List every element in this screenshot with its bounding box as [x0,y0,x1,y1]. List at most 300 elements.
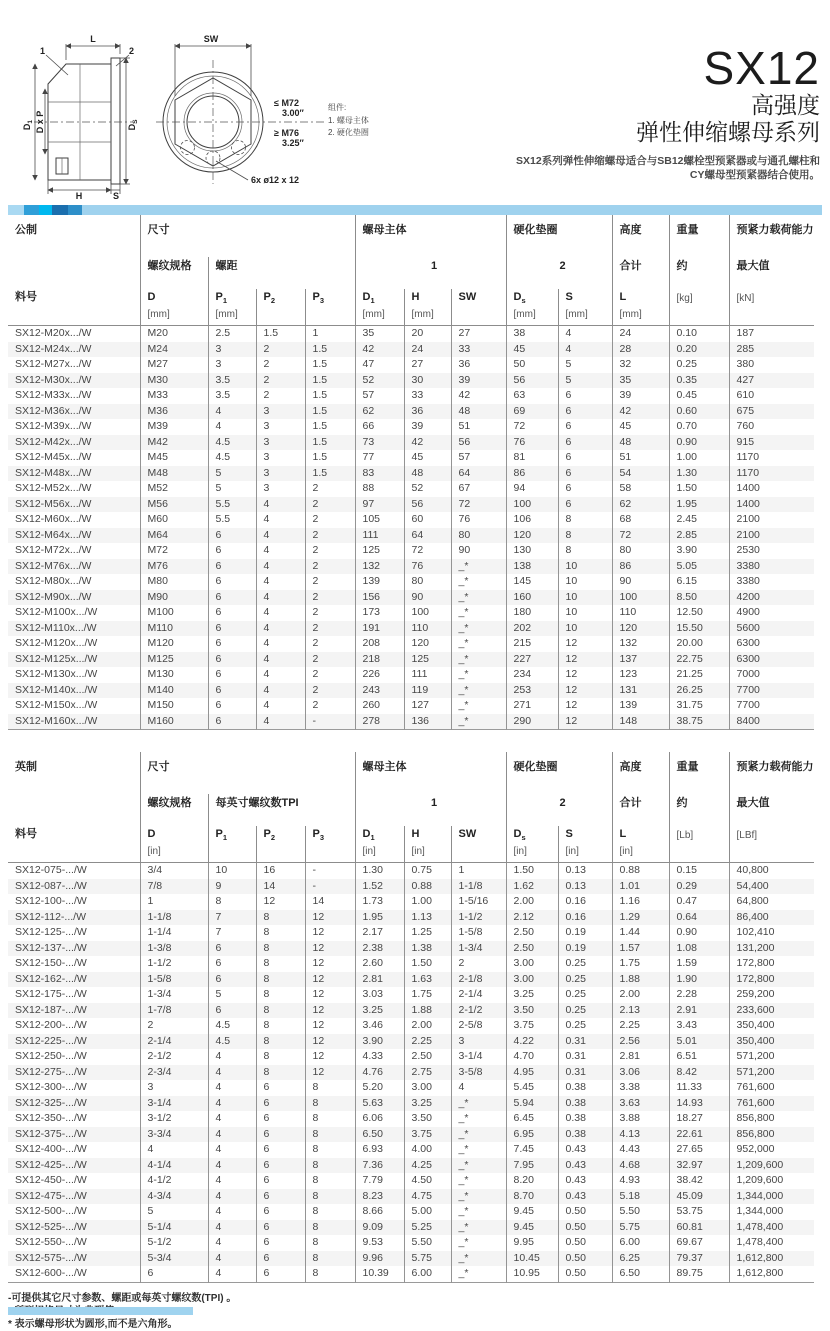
value-cell: 202 [506,621,558,637]
value-cell: 0.70 [669,419,729,435]
value-cell: 12 [305,925,355,941]
table-row [8,698,814,714]
table-row [8,941,814,957]
value-cell: 4 [208,1142,256,1158]
part-number-cell: SX12-350-.../W [15,1112,87,1124]
value-cell: 36 [404,404,451,420]
accent-segment [82,205,822,215]
value-cell: 8 [256,1049,305,1065]
value-cell: 6 [208,605,256,621]
value-cell: 2.25 [404,1034,451,1050]
value-cell: M33 [140,388,208,404]
weight-sub-label: 约 [669,794,729,826]
value-cell: 6 [208,972,256,988]
thread-spec-label: 螺纹规格 [140,794,208,826]
value-cell: 4.68 [612,1158,669,1174]
value-cell: - [305,863,355,879]
value-cell: 0.31 [558,1065,612,1081]
value-cell: 3 [256,419,305,435]
value-cell: 12 [305,987,355,1003]
value-cell: 5.05 [669,559,729,575]
value-cell: _* [451,574,506,590]
value-cell: M39 [140,419,208,435]
value-cell: 1.50 [404,956,451,972]
value-cell: 9.53 [355,1235,404,1251]
value-cell: 8 [305,1266,355,1282]
accent-segment [24,205,39,215]
value-cell: 4 [256,605,305,621]
imperial-table-body [8,863,814,1283]
value-cell: 0.25 [558,987,612,1003]
value-cell: 1.95 [355,910,404,926]
value-cell: 4.5 [208,1034,256,1050]
value-cell: 38 [506,326,558,342]
value-cell: 123 [612,667,669,683]
value-cell: 5 [208,466,256,482]
col-header-lb: [Lb] [669,826,729,863]
value-cell: 5-1/4 [140,1220,208,1236]
value-cell: 0.50 [558,1266,612,1282]
value-cell: 64 [451,466,506,482]
value-cell: 27 [404,357,451,373]
value-cell: 20 [404,326,451,342]
value-cell: 6 [256,1235,305,1251]
value-cell: 0.25 [558,1003,612,1019]
value-cell: 22.61 [669,1127,729,1143]
value-cell: 3.50 [506,1003,558,1019]
group-nut-body: 螺母主体 [355,752,506,794]
value-cell: 1 [305,326,355,342]
value-cell: - [305,714,355,730]
part-number-cell: SX12-M160x.../W [15,714,98,727]
value-cell: 6.50 [355,1127,404,1143]
value-cell: 42 [404,435,451,451]
value-cell: 4.5 [208,435,256,451]
value-cell: 1.29 [612,910,669,926]
value-cell: 10.95 [506,1266,558,1282]
value-cell: 14 [305,894,355,910]
value-cell: 9 [208,879,256,895]
group-size: 尺寸 [140,215,355,257]
value-cell: _* [451,652,506,668]
value-cell: 51 [451,419,506,435]
legend-title: 组件: [328,103,347,112]
value-cell: 0.50 [558,1235,612,1251]
table-row [8,1173,814,1189]
value-cell: 218 [355,652,404,668]
value-cell: 1.5 [305,419,355,435]
part-number-cell: SX12-M100x.../W [15,606,98,618]
part-number-cell: SX12-325-.../W [15,1096,87,1109]
value-cell: 2.60 [355,956,404,972]
part-number-cell: SX12-M39x.../W [15,420,92,432]
value-cell: 0.25 [669,357,729,373]
value-cell: 427 [729,373,814,389]
value-cell: 5 [140,1204,208,1220]
value-cell: 10 [558,605,612,621]
part-number-cell: SX12-M45x.../W [15,451,92,463]
col-header-ds: $D_s$ [in] [506,826,558,863]
dim-label-dxp: D x P [35,110,45,134]
value-cell: 5.5 [208,497,256,513]
part-number-cell: SX12-M90x.../W [15,590,92,603]
value-cell: 60 [404,512,451,528]
value-cell: 11.33 [669,1080,729,1096]
value-cell: 1,344,000 [729,1204,814,1220]
value-cell: 45.09 [669,1189,729,1205]
dim-label-ds: $D_S$ [127,119,139,131]
value-cell: 3.5 [208,373,256,389]
value-cell: 12 [558,683,612,699]
value-cell: 215 [506,636,558,652]
value-cell: 6.06 [355,1111,404,1127]
value-cell: 8 [305,1080,355,1096]
value-cell: 761,600 [729,1080,814,1096]
weight-sub-label: 约 [669,257,729,289]
value-cell: M52 [140,481,208,497]
value-cell: 1.50 [506,863,558,879]
value-cell: 3.50 [404,1111,451,1127]
value-cell: 4-1/2 [140,1173,208,1189]
value-cell: 2-1/2 [451,1003,506,1019]
value-cell: 8 [558,512,612,528]
value-cell: 4.00 [404,1142,451,1158]
value-cell: 62 [355,404,404,420]
value-cell: 12 [305,941,355,957]
value-cell: M130 [140,667,208,683]
part-number-cell: SX12-275-.../W [15,1065,87,1078]
value-cell: 56 [506,373,558,389]
value-cell: 4 [208,1127,256,1143]
value-cell: 1.30 [669,466,729,482]
part-number-cell: SX12-M56x.../W [15,497,92,510]
value-cell: 39 [451,373,506,389]
value-cell: 380 [729,357,814,373]
value-cell: 259,200 [729,987,814,1003]
group-preload: 预紧力载荷能力 [729,215,814,257]
value-cell: _* [451,621,506,637]
value-cell: 4 [256,543,305,559]
value-cell: 1.5 [305,357,355,373]
value-cell: 1,209,600 [729,1158,814,1174]
value-cell: 60.81 [669,1220,729,1236]
value-cell: 6 [256,1158,305,1174]
dim-label-s: S [112,191,120,200]
value-cell: 6 [256,1080,305,1096]
value-cell: 5 [208,481,256,497]
value-cell: 3-1/4 [140,1096,208,1112]
value-cell: 1170 [729,450,814,466]
holes-label: 6x ø12 x 12 [251,175,300,185]
table-row [8,667,814,683]
value-cell: 6 [256,1251,305,1267]
dim-label-l: L [90,34,96,44]
value-cell: M27 [140,357,208,373]
value-cell: 4.25 [404,1158,451,1174]
value-cell: 6 [558,450,612,466]
table-row [8,1080,814,1096]
part-number-cell: SX12-425-.../W [15,1158,87,1171]
table-row [8,1049,814,1065]
component-legend [328,102,369,137]
value-cell: 0.19 [558,941,612,957]
value-cell: 8 [305,1204,355,1220]
value-cell: 234 [506,667,558,683]
col-header-p2: $P_2$ [256,289,305,326]
value-cell: 0.88 [612,863,669,879]
part-number-cell: SX12-087-.../W [15,879,87,892]
table-row [8,605,814,621]
value-cell: 3.75 [506,1018,558,1034]
value-cell: 6.93 [355,1142,404,1158]
table-row [8,1235,814,1251]
value-cell: 110 [404,621,451,637]
preload-sub-label: 最大值 [729,794,814,826]
group-size: 尺寸 [140,752,355,794]
value-cell: M80 [140,574,208,590]
value-cell: 3-3/4 [140,1127,208,1143]
dim-label-d1: $D_1$ [22,119,34,131]
value-cell: 0.35 [669,373,729,389]
table-row [8,1251,814,1267]
value-cell: 106 [506,512,558,528]
col-header-d: D [in] [140,826,208,863]
value-cell: 180 [506,605,558,621]
value-cell: 4.5 [208,1018,256,1034]
value-cell: 10 [558,590,612,606]
value-cell: 30 [404,373,451,389]
value-cell: 1,344,000 [729,1189,814,1205]
value-cell: 2.50 [506,941,558,957]
value-cell: 285 [729,342,814,358]
value-cell: 1.52 [355,879,404,895]
value-cell: 76 [404,559,451,575]
value-cell: 2.00 [506,894,558,910]
value-cell: M72 [140,543,208,559]
value-cell: 1-1/4 [140,925,208,941]
value-cell: 1.5 [256,326,305,342]
value-cell: 52 [355,373,404,389]
accent-segment [8,205,24,215]
table-row [8,1034,814,1050]
value-cell: 14.93 [669,1096,729,1112]
col-header-s: S [in] [558,826,612,863]
value-cell: 6 [208,714,256,730]
value-cell: 2 [305,621,355,637]
value-cell: 10 [558,574,612,590]
col-header-sw: SW [451,289,506,326]
value-cell: 2100 [729,528,814,544]
col-header-sw: SW [451,826,506,863]
value-cell: 1-5/8 [451,925,506,941]
value-cell: 4 [256,683,305,699]
value-cell: 2.38 [355,941,404,957]
value-cell: 80 [404,574,451,590]
table-row [8,497,814,513]
value-cell: 0.43 [558,1142,612,1158]
group-height: 高度 [612,752,669,794]
value-cell: 4 [256,621,305,637]
value-cell: 6.95 [506,1127,558,1143]
value-cell: 6 [208,652,256,668]
value-cell: 172,800 [729,956,814,972]
part-number-cell: SX12-M125x.../W [15,652,98,665]
value-cell: 2 [305,698,355,714]
value-cell: 3.5 [208,388,256,404]
value-cell: 0.20 [669,342,729,358]
value-cell: 3.03 [355,987,404,1003]
value-cell: 3 [256,404,305,420]
part-number-cell: SX12-475-.../W [15,1189,87,1202]
value-cell: 1.13 [404,910,451,926]
value-cell: 7/8 [140,879,208,895]
value-cell: 1.44 [612,925,669,941]
value-cell: 136 [404,714,451,730]
value-cell: _* [451,1220,506,1236]
system-label: 英制 [15,761,37,773]
table-row [8,574,814,590]
value-cell: M64 [140,528,208,544]
value-cell: 110 [612,605,669,621]
value-cell: _* [451,559,506,575]
value-cell: 6 [256,1096,305,1112]
table-row [8,404,814,420]
value-cell: 6 [208,698,256,714]
value-cell: 12 [256,894,305,910]
value-cell: 2.45 [669,512,729,528]
col-header-s: S [mm] [558,289,612,326]
col-header-d1: $D_1$ [mm] [355,289,404,326]
table-row [8,910,814,926]
value-cell: 271 [506,698,558,714]
value-cell: 83 [355,466,404,482]
value-cell: 2 [140,1018,208,1034]
value-cell: _* [451,698,506,714]
value-cell: 8 [558,543,612,559]
value-cell: 69.67 [669,1235,729,1251]
table-row [8,1220,814,1236]
value-cell: 6.15 [669,574,729,590]
value-cell: 90 [612,574,669,590]
value-cell: 1170 [729,466,814,482]
value-cell: 6 [558,481,612,497]
value-cell: 4 [256,528,305,544]
value-cell: 226 [355,667,404,683]
value-cell: 32.97 [669,1158,729,1174]
value-cell: 38.75 [669,714,729,730]
part-number-cell: SX12-M42x.../W [15,435,92,448]
value-cell: 42 [612,404,669,420]
value-cell: 45 [506,342,558,358]
value-cell: 6300 [729,652,814,668]
page-header [8,0,822,205]
value-cell: 0.45 [669,388,729,404]
value-cell: 77 [355,450,404,466]
value-cell: 139 [612,698,669,714]
col-header-l: L [in] [612,826,669,863]
value-cell: 63 [506,388,558,404]
col-header-l: L [mm] [612,289,669,326]
value-cell: 8 [305,1220,355,1236]
value-cell: 14 [256,879,305,895]
part-number-cell: SX12-225-.../W [15,1034,87,1047]
value-cell: 53.75 [669,1204,729,1220]
value-cell: M56 [140,497,208,513]
part-number-cell: SX12-075-.../W [15,864,87,876]
value-cell: 6 [208,956,256,972]
value-cell: 0.15 [669,863,729,879]
col-header-p2: $P_2$ [256,826,305,863]
value-cell: 0.50 [558,1220,612,1236]
value-cell: 8 [208,894,256,910]
part-number-cell: SX12-M150x.../W [15,699,98,711]
value-cell: 89.75 [669,1266,729,1282]
value-cell: 12 [305,1049,355,1065]
value-cell: M110 [140,621,208,637]
value-cell: 2 [305,667,355,683]
value-cell: 0.13 [558,879,612,895]
legend-item-nut-body: 1. 螺母主体 [328,116,369,125]
value-cell: M45 [140,450,208,466]
table-row [8,894,814,910]
value-cell: 6 [256,1142,305,1158]
value-cell: 3 [256,481,305,497]
part-number-cell: SX12-M20x.../W [15,327,92,339]
value-cell: 2 [305,605,355,621]
value-cell: 1-1/8 [451,879,506,895]
value-cell: 90 [404,590,451,606]
value-cell: 0.43 [558,1158,612,1174]
value-cell: 42 [355,342,404,358]
table-row [8,972,814,988]
thread-large-inch-label: 3.25″ [282,138,304,148]
value-cell: 571,200 [729,1049,814,1065]
col-header-ds: $D_s$ [mm] [506,289,558,326]
value-cell: 6 [558,435,612,451]
value-cell: 160 [506,590,558,606]
title-block [516,44,820,182]
value-cell: 1.88 [404,1003,451,1019]
value-cell: 2 [305,683,355,699]
value-cell: 4 [256,559,305,575]
value-cell: 6 [558,388,612,404]
value-cell: 8 [256,972,305,988]
value-cell: 4 [256,590,305,606]
accent-segment [52,205,68,215]
table-row [8,373,814,389]
table-row [8,987,814,1003]
value-cell: 571,200 [729,1065,814,1081]
value-cell: 0.75 [404,863,451,879]
value-cell: 6 [208,941,256,957]
part-number-cell: SX12-600-.../W [15,1267,87,1279]
value-cell: 5.20 [355,1080,404,1096]
value-cell: 120 [506,528,558,544]
value-cell: 3.06 [612,1065,669,1081]
thread-small-label: ≤ M72 [274,98,299,108]
value-cell: 1.30 [355,863,404,879]
value-cell: 5-3/4 [140,1251,208,1267]
value-cell: 97 [355,497,404,513]
value-cell: 8 [256,1018,305,1034]
value-cell: 68 [612,512,669,528]
value-cell: M48 [140,466,208,482]
value-cell: 54,400 [729,879,814,895]
value-cell: 2.28 [669,987,729,1003]
value-cell: 0.16 [558,910,612,926]
front-view-drawing [156,34,326,185]
value-cell: 12 [558,652,612,668]
